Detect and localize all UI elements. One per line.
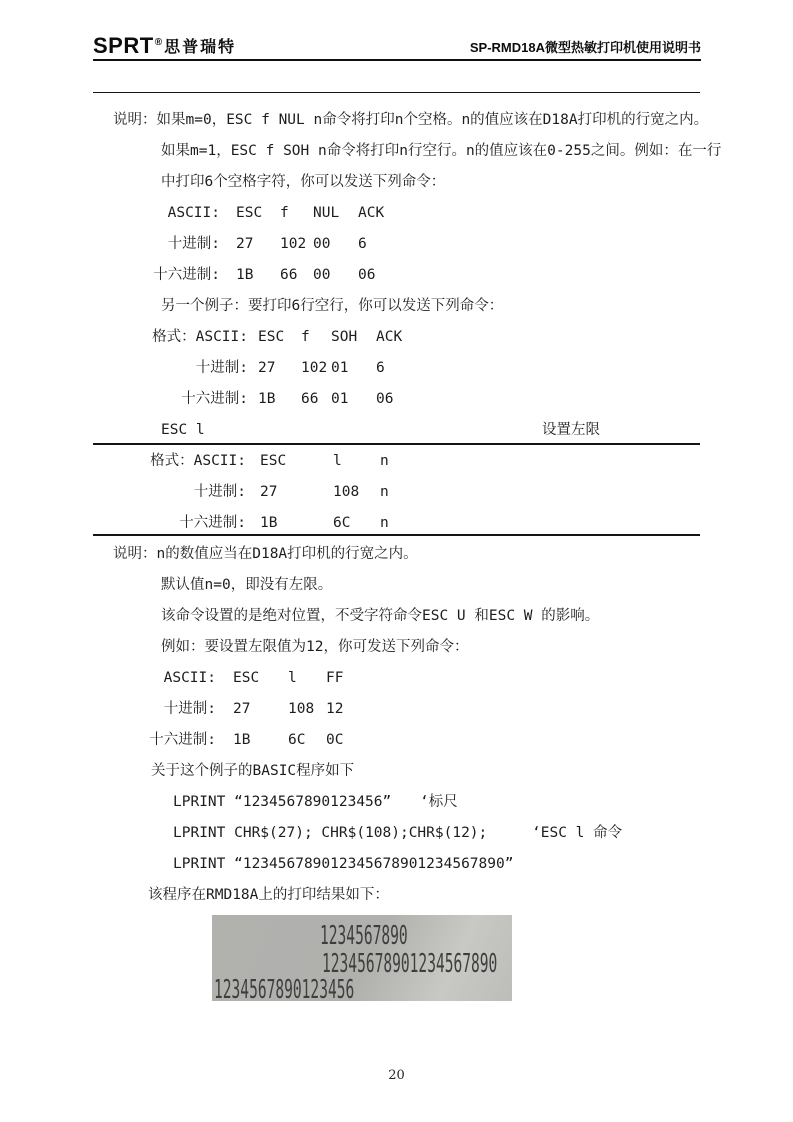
command-description: 设置左限 — [542, 422, 600, 438]
row-label: 十进制: — [193, 484, 246, 500]
cell: l — [288, 670, 297, 686]
note-line: 该命令设置的是绝对位置，不受字符命令ESC U 和ESC W 的影响。 — [161, 608, 600, 624]
result-intro-line: 该程序在RMD18A上的打印结果如下： — [148, 887, 389, 903]
page-header — [93, 24, 701, 61]
basic-intro-line: 关于这个例子的BASIC程序如下 — [151, 763, 355, 779]
cell: 01 — [331, 391, 349, 407]
printed-digits-line: 1234567890 — [320, 921, 408, 951]
horizontal-rule-top — [93, 92, 700, 93]
cell: 12 — [326, 701, 344, 717]
cell: 6 — [376, 360, 385, 376]
printed-digits-line: 12345678901234567890 — [322, 949, 498, 979]
note-label: 说明： — [113, 546, 157, 562]
basic-code-line — [93, 787, 700, 818]
cell: 27 — [260, 484, 278, 500]
note-text: 如果m=0，ESC f NUL n命令将打印n个空格。n的值应该在D18A打印机的行宽之内。 — [156, 112, 709, 128]
cell: n — [380, 515, 389, 531]
note-line: 中打印6个空格字符，你可以发送下列命令： — [161, 174, 446, 190]
format-row-ascii — [93, 198, 700, 229]
cell: FF — [326, 670, 344, 686]
format-row-decimal — [93, 353, 700, 384]
print-result-photo — [212, 915, 512, 1005]
page-body — [93, 92, 722, 911]
row-label: 十六进制: — [181, 391, 248, 407]
row-label: ASCII: — [163, 670, 216, 686]
cell: 27 — [236, 236, 254, 252]
command-name: ESC l — [161, 422, 205, 438]
format-row-hex — [93, 384, 700, 415]
cell: ESC — [260, 453, 287, 469]
horizontal-rule-esc-l-top — [93, 443, 700, 445]
cell: ESC — [236, 205, 263, 221]
brand-name-chinese: 思普瑞特 — [164, 39, 237, 56]
cell: 6 — [358, 236, 367, 252]
command-heading — [93, 415, 700, 446]
note-label: 说明： — [113, 112, 157, 128]
document-title: SP-RMD18A微型热敏打印机使用说明书 — [469, 40, 701, 55]
cell: ESC — [258, 329, 285, 345]
cell: NUL — [313, 205, 340, 221]
code-text: LPRINT CHR$(27); CHR$(108);CHR$(12); — [173, 825, 488, 841]
format-row-ascii — [93, 446, 700, 477]
row-label: 十进制: — [195, 360, 248, 376]
page-number: 20 — [388, 1068, 405, 1083]
cell: 01 — [331, 360, 349, 376]
another-example-line: 另一个例子：要打印6行空行，你可以发送下列命令： — [161, 298, 504, 314]
note-line — [93, 539, 700, 570]
cell: 66 — [280, 267, 298, 283]
cell: n — [380, 484, 389, 500]
printed-digits-line: 1234567890123456 — [214, 975, 355, 1005]
cell: 1B — [260, 515, 278, 531]
brand-name: SPRT — [93, 33, 154, 58]
cell: ACK — [376, 329, 403, 345]
cell: 06 — [376, 391, 394, 407]
code-text: LPRINT “1234567890123456” — [173, 794, 392, 810]
row-label: 格式：ASCII: — [150, 453, 246, 469]
cell: ESC — [233, 670, 260, 686]
cell: 108 — [288, 701, 315, 717]
note-text: n的数值应当在D18A打印机的行宽之内。 — [156, 546, 418, 562]
cell: n — [380, 453, 389, 469]
row-label: 十六进制: — [179, 515, 246, 531]
code-comment: ‘ESC l 命令 — [532, 825, 623, 841]
cell: ACK — [358, 205, 385, 221]
cell: 06 — [358, 267, 376, 283]
cell: 6C — [333, 515, 351, 531]
format-row-decimal — [93, 229, 700, 260]
cell: 102 — [280, 236, 307, 252]
cell: 1B — [236, 267, 254, 283]
format-row-hex — [93, 260, 700, 291]
note-line: 例如：要设置左限值为12，你可发送下列命令： — [161, 639, 469, 655]
cell: 108 — [333, 484, 360, 500]
cell: 1B — [233, 732, 251, 748]
cell: 00 — [313, 267, 331, 283]
basic-code-line — [93, 818, 700, 849]
horizontal-rule-esc-l-bottom — [93, 534, 700, 536]
row-label: 十进制: — [163, 701, 216, 717]
row-label: 十六进制: — [149, 732, 216, 748]
row-label: 十进制: — [167, 236, 220, 252]
cell: l — [333, 453, 342, 469]
format-row-ascii — [93, 322, 700, 353]
row-label: ASCII: — [167, 205, 220, 221]
cell: 1B — [258, 391, 276, 407]
cell: 27 — [258, 360, 276, 376]
cell: 6C — [288, 732, 306, 748]
note-line: 默认值n=0，即没有左限。 — [161, 577, 333, 593]
cell: 00 — [313, 236, 331, 252]
format-row-hex — [93, 725, 700, 756]
basic-code-line — [93, 849, 700, 880]
cell: SOH — [331, 329, 358, 345]
note-line — [93, 105, 709, 136]
cell: 27 — [233, 701, 251, 717]
cell: 102 — [301, 360, 328, 376]
row-label: 格式：ASCII: — [152, 329, 248, 345]
cell: 66 — [301, 391, 319, 407]
format-row-decimal — [93, 694, 700, 725]
cell: f — [301, 329, 310, 345]
format-row-ascii — [93, 663, 700, 694]
cell: 0C — [326, 732, 344, 748]
note-line: 如果m=1，ESC f SOH n命令将打印n行空行。n的值应该在0-255之间。例如：在一行 — [161, 143, 722, 159]
code-comment: ‘标尺 — [419, 794, 458, 810]
cell: f — [280, 205, 289, 221]
brand-logo — [93, 35, 236, 57]
format-row-decimal — [93, 477, 700, 508]
registered-trademark-icon: ® — [154, 37, 163, 48]
row-label: 十六进制: — [153, 267, 220, 283]
code-text: LPRINT “123456789012345678901234567890” — [173, 856, 514, 872]
